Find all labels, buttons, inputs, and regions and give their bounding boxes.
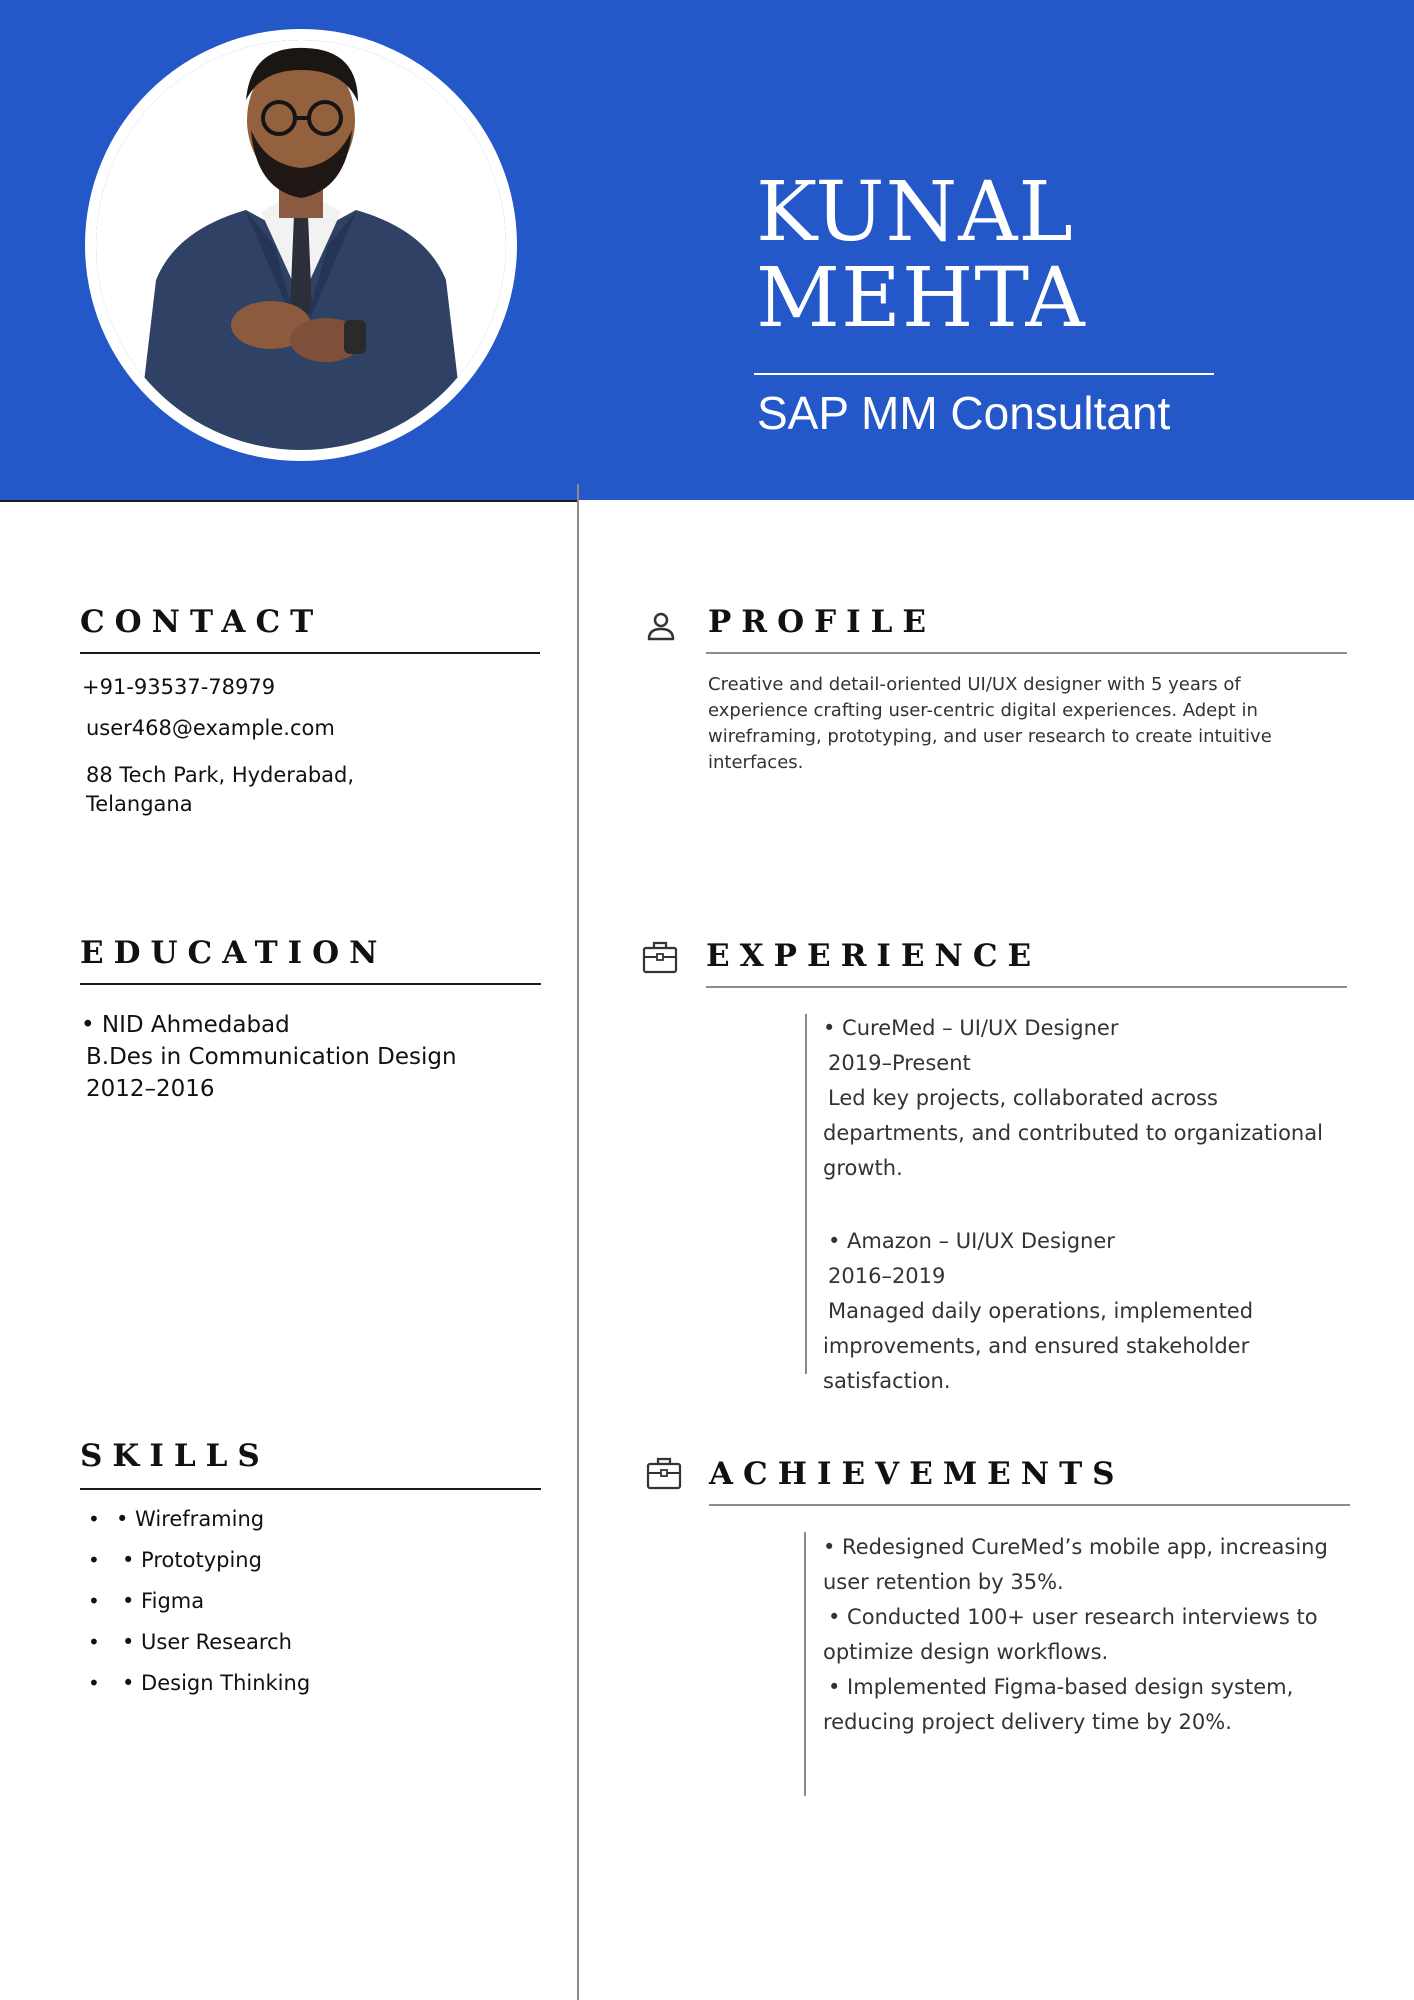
briefcase-icon	[646, 1456, 682, 1490]
contact-phone: +91-93537-78979	[82, 675, 276, 699]
skill-item: • • Design Thinking	[90, 1668, 310, 1709]
profile-heading: PROFILE	[708, 604, 937, 640]
contact-rule	[80, 652, 540, 654]
skills-list	[90, 1504, 310, 1709]
left-column-top-rule	[0, 500, 578, 502]
education-school: • NID Ahmedabad	[81, 1012, 290, 1038]
name-divider	[754, 373, 1214, 375]
experience-item-amazon	[823, 1224, 1343, 1399]
achievement-item: • Conducted 100+ user research interviews to optimize design workflows.	[823, 1605, 1325, 1664]
achievements-heading: ACHIEVEMENTS	[709, 1456, 1125, 1492]
contact-heading: CONTACT	[80, 604, 324, 640]
experience-item-curemed	[823, 1011, 1343, 1186]
contact-address-line2: Telangana	[86, 792, 193, 816]
profile-photo	[96, 40, 506, 450]
column-divider	[577, 484, 579, 2000]
skills-heading: SKILLS	[80, 1438, 270, 1474]
user-icon	[645, 610, 677, 642]
job-title: SAP MM Consultant	[757, 387, 1171, 439]
experience-description: Led key projects, collaborated across departments, and contributed to organizational growth.	[823, 1086, 1330, 1180]
experience-period: 2016–2019	[828, 1264, 946, 1288]
education-heading: EDUCATION	[80, 935, 388, 971]
name-first: KUNAL	[756, 165, 1074, 260]
education-rule	[80, 983, 541, 985]
experience-timeline-bar	[805, 1014, 807, 1374]
experience-role: • Amazon – UI/UX Designer	[828, 1229, 1115, 1253]
skill-item: • • Figma	[90, 1586, 310, 1627]
achievements-list	[823, 1530, 1343, 1740]
name-last: MEHTA	[756, 251, 1086, 346]
achievement-item: • Implemented Figma-based design system, reducing project delivery time by 20%.	[823, 1675, 1300, 1734]
experience-heading: EXPERIENCE	[706, 938, 1042, 974]
achievements-rule	[709, 1504, 1350, 1506]
experience-period: 2019–Present	[828, 1051, 971, 1075]
candidate-name	[756, 165, 1356, 346]
skill-item: • • Prototyping	[90, 1545, 310, 1586]
experience-rule	[706, 986, 1347, 988]
briefcase-icon	[642, 940, 678, 974]
achievements-timeline-bar	[804, 1532, 806, 1796]
contact-email: user468@example.com	[86, 716, 335, 740]
skill-item: • • User Research	[90, 1627, 310, 1668]
contact-address-line1: 88 Tech Park, Hyderabad,	[86, 763, 355, 787]
profile-rule	[706, 652, 1347, 654]
experience-role: • CureMed – UI/UX Designer	[823, 1016, 1119, 1040]
skill-item: • • Wireframing	[90, 1504, 310, 1545]
experience-description: Managed daily operations, implemented improvements, and ensured stakeholder satisfaction.	[823, 1299, 1260, 1393]
achievement-item: • Redesigned CureMed’s mobile app, increasing user retention by 35%.	[823, 1535, 1335, 1594]
education-degree: B.Des in Communication Design	[86, 1044, 457, 1070]
skills-rule	[80, 1488, 541, 1490]
portrait-illustration	[96, 40, 506, 450]
education-years: 2012–2016	[86, 1076, 215, 1102]
profile-text: Creative and detail-oriented UI/UX designer with 5 years of experience crafting user-centric digital experiences. Adept in wireframing, prototyping, and user research to create intuitive interfaces.	[708, 674, 1272, 773]
